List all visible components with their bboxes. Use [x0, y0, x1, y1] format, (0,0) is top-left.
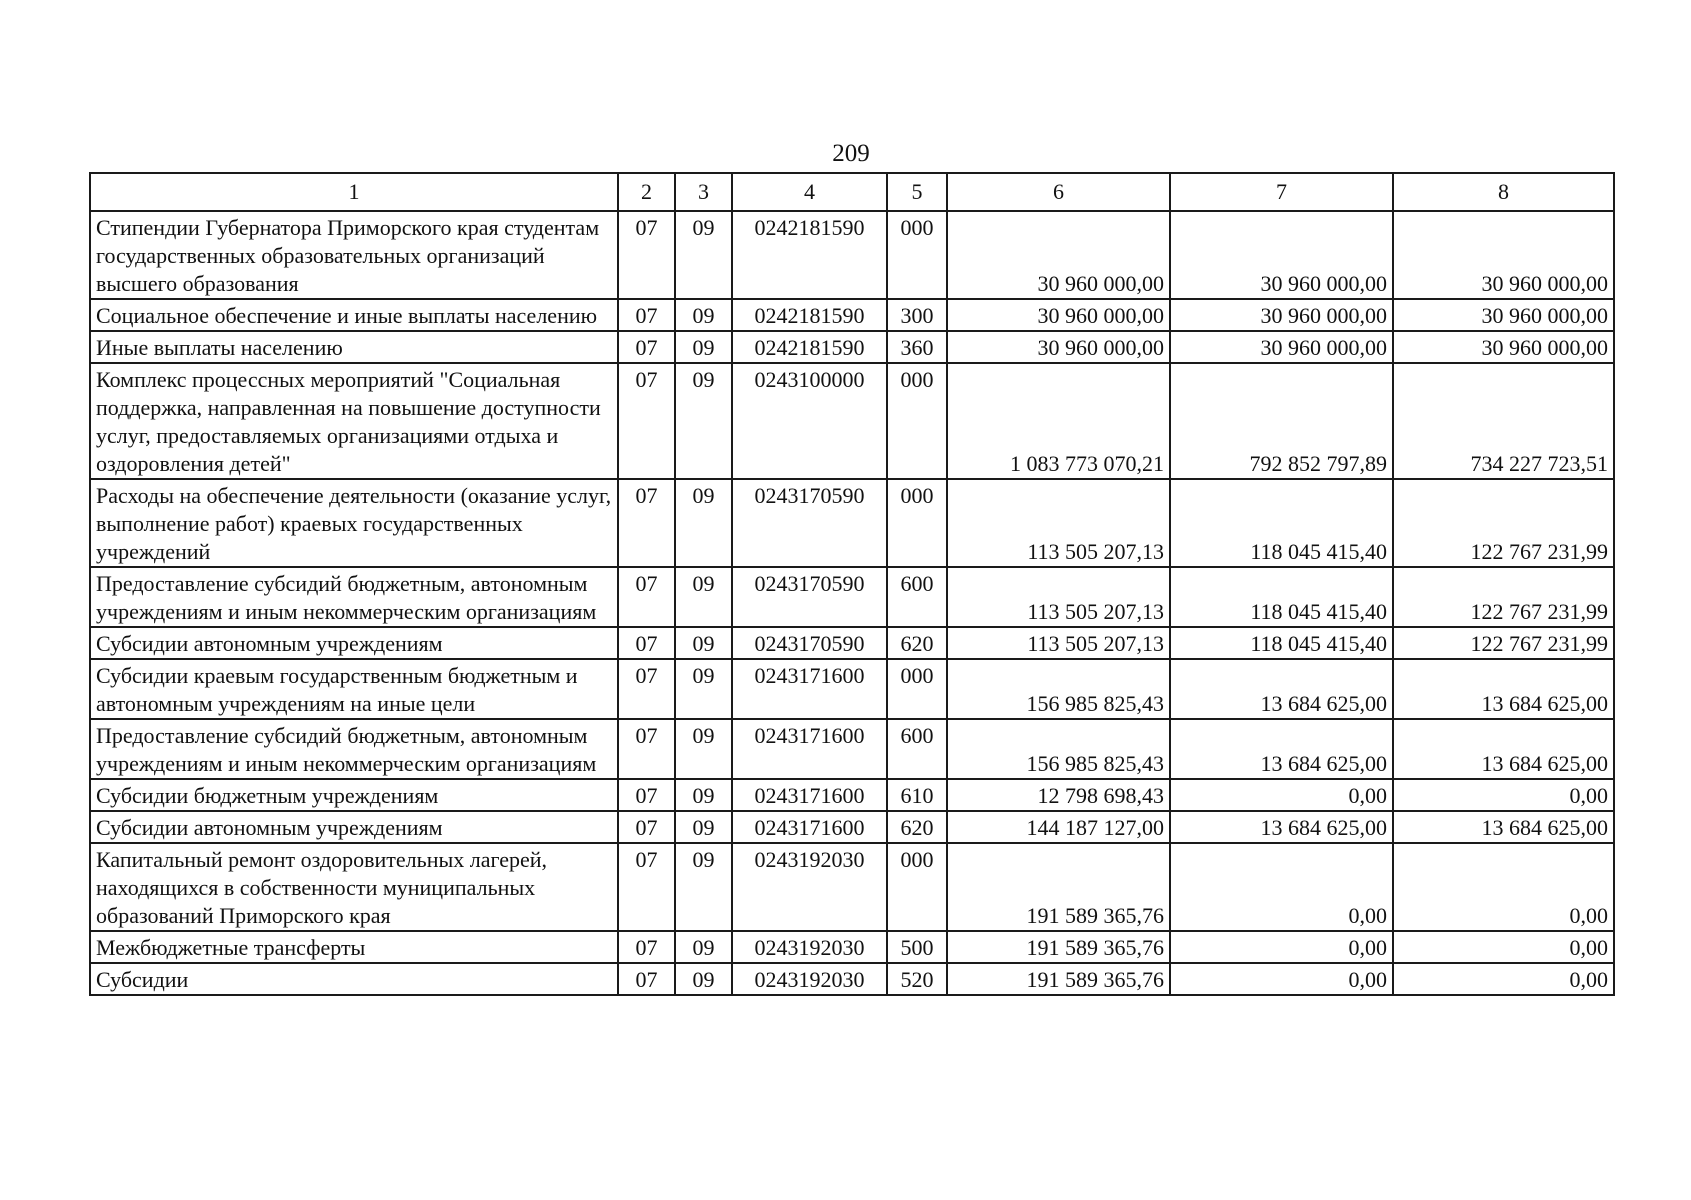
header-cell: 5: [887, 173, 947, 211]
subsection-code: 09: [675, 299, 732, 331]
target-article-code: 0242181590: [732, 211, 887, 299]
target-article-code: 0243100000: [732, 363, 887, 479]
subsection-code: 09: [675, 211, 732, 299]
table-row: [90, 479, 1614, 567]
amount-col-6: 12 798 698,43: [947, 779, 1170, 811]
section-code: 07: [618, 719, 675, 779]
section-code: 07: [618, 811, 675, 843]
amount-col-7: 30 960 000,00: [1170, 211, 1393, 299]
amount-col-6: 30 960 000,00: [947, 299, 1170, 331]
expense-type-code: 600: [887, 719, 947, 779]
expense-type-code: 620: [887, 627, 947, 659]
table-row: [90, 843, 1614, 931]
amount-col-7: 30 960 000,00: [1170, 299, 1393, 331]
amount-col-7: 30 960 000,00: [1170, 331, 1393, 363]
amount-col-8: 30 960 000,00: [1393, 331, 1614, 363]
amount-col-8: 122 767 231,99: [1393, 627, 1614, 659]
target-article-code: 0243171600: [732, 659, 887, 719]
target-article-code: 0243192030: [732, 843, 887, 931]
expense-type-code: 360: [887, 331, 947, 363]
expense-name: Межбюджетные трансферты: [90, 931, 618, 963]
amount-col-6: 191 589 365,76: [947, 843, 1170, 931]
expense-type-code: 000: [887, 211, 947, 299]
amount-col-6: 191 589 365,76: [947, 931, 1170, 963]
header-cell: 8: [1393, 173, 1614, 211]
amount-col-6: 30 960 000,00: [947, 331, 1170, 363]
table-row: [90, 567, 1614, 627]
amount-col-6: 156 985 825,43: [947, 659, 1170, 719]
section-code: 07: [618, 363, 675, 479]
amount-col-7: 0,00: [1170, 963, 1393, 995]
table-row: [90, 627, 1614, 659]
header-cell: 2: [618, 173, 675, 211]
amount-col-8: 0,00: [1393, 843, 1614, 931]
expense-name: Капитальный ремонт оздоровительных лагерей, находящихся в собственности муниципальных образований Приморского края: [90, 843, 618, 931]
table-row: [90, 363, 1614, 479]
amount-col-8: 0,00: [1393, 963, 1614, 995]
subsection-code: 09: [675, 779, 732, 811]
page-number: 209: [832, 140, 870, 167]
target-article-code: 0242181590: [732, 331, 887, 363]
section-code: 07: [618, 931, 675, 963]
target-article-code: 0243170590: [732, 627, 887, 659]
table-row: [90, 719, 1614, 779]
amount-col-8: 13 684 625,00: [1393, 659, 1614, 719]
expense-type-code: 000: [887, 843, 947, 931]
section-code: 07: [618, 779, 675, 811]
expense-type-code: 000: [887, 479, 947, 567]
expense-name: Субсидии краевым государственным бюджетным и автономным учреждениям на иные цели: [90, 659, 618, 719]
section-code: 07: [618, 627, 675, 659]
subsection-code: 09: [675, 843, 732, 931]
subsection-code: 09: [675, 479, 732, 567]
header-cell: 1: [90, 173, 618, 211]
header-cell: 7: [1170, 173, 1393, 211]
expense-name: Стипендии Губернатора Приморского края студентам государственных образовательных организаций высшего образования: [90, 211, 618, 299]
expense-type-code: 500: [887, 931, 947, 963]
amount-col-6: 1 083 773 070,21: [947, 363, 1170, 479]
expense-name: Иные выплаты населению: [90, 331, 618, 363]
expense-name: Комплекс процессных мероприятий "Социальная поддержка, направленная на повышение доступности услуг, предоставляемых организациями отдыха и оздоровления детей": [90, 363, 618, 479]
target-article-code: 0243170590: [732, 567, 887, 627]
expense-type-code: 620: [887, 811, 947, 843]
expense-name: Субсидии автономным учреждениям: [90, 627, 618, 659]
section-code: 07: [618, 567, 675, 627]
target-article-code: 0243171600: [732, 811, 887, 843]
amount-col-6: 191 589 365,76: [947, 963, 1170, 995]
amount-col-7: 0,00: [1170, 843, 1393, 931]
table-row: [90, 211, 1614, 299]
target-article-code: 0243171600: [732, 719, 887, 779]
expense-name: Субсидии: [90, 963, 618, 995]
amount-col-8: 30 960 000,00: [1393, 299, 1614, 331]
target-article-code: 0243171600: [732, 779, 887, 811]
header-cell: 4: [732, 173, 887, 211]
amount-col-8: 0,00: [1393, 779, 1614, 811]
subsection-code: 09: [675, 567, 732, 627]
expense-name: Социальное обеспечение и иные выплаты населению: [90, 299, 618, 331]
target-article-code: 0242181590: [732, 299, 887, 331]
header-cell: 6: [947, 173, 1170, 211]
amount-col-8: 0,00: [1393, 931, 1614, 963]
amount-col-7: 0,00: [1170, 931, 1393, 963]
amount-col-6: 113 505 207,13: [947, 627, 1170, 659]
amount-col-7: 118 045 415,40: [1170, 567, 1393, 627]
expense-name: Предоставление субсидий бюджетным, автономным учреждениям и иным некоммерческим организациям: [90, 719, 618, 779]
amount-col-7: 118 045 415,40: [1170, 479, 1393, 567]
table-row: [90, 963, 1614, 995]
header-cell: 3: [675, 173, 732, 211]
amount-col-7: 13 684 625,00: [1170, 811, 1393, 843]
subsection-code: 09: [675, 811, 732, 843]
amount-col-8: 30 960 000,00: [1393, 211, 1614, 299]
expense-type-code: 600: [887, 567, 947, 627]
target-article-code: 0243192030: [732, 931, 887, 963]
amount-col-6: 30 960 000,00: [947, 211, 1170, 299]
table-row: [90, 331, 1614, 363]
section-code: 07: [618, 659, 675, 719]
amount-col-8: 122 767 231,99: [1393, 479, 1614, 567]
subsection-code: 09: [675, 963, 732, 995]
amount-col-6: 113 505 207,13: [947, 567, 1170, 627]
section-code: 07: [618, 963, 675, 995]
subsection-code: 09: [675, 659, 732, 719]
section-code: 07: [618, 479, 675, 567]
section-code: 07: [618, 299, 675, 331]
expense-name: Субсидии бюджетным учреждениям: [90, 779, 618, 811]
table-row: [90, 299, 1614, 331]
amount-col-8: 13 684 625,00: [1393, 811, 1614, 843]
target-article-code: 0243192030: [732, 963, 887, 995]
section-code: 07: [618, 843, 675, 931]
table-row: [90, 659, 1614, 719]
expense-type-code: 610: [887, 779, 947, 811]
table-row: [90, 811, 1614, 843]
expense-type-code: 520: [887, 963, 947, 995]
section-code: 07: [618, 211, 675, 299]
expense-name: Предоставление субсидий бюджетным, автономным учреждениям и иным некоммерческим организациям: [90, 567, 618, 627]
subsection-code: 09: [675, 363, 732, 479]
amount-col-6: 156 985 825,43: [947, 719, 1170, 779]
amount-col-8: 734 227 723,51: [1393, 363, 1614, 479]
subsection-code: 09: [675, 719, 732, 779]
amount-col-8: 13 684 625,00: [1393, 719, 1614, 779]
amount-col-7: 0,00: [1170, 779, 1393, 811]
expense-name: Расходы на обеспечение деятельности (оказание услуг, выполнение работ) краевых государственных учреждений: [90, 479, 618, 567]
expense-type-code: 000: [887, 363, 947, 479]
subsection-code: 09: [675, 331, 732, 363]
table-row: [90, 779, 1614, 811]
subsection-code: 09: [675, 931, 732, 963]
amount-col-7: 792 852 797,89: [1170, 363, 1393, 479]
budget-table: [89, 172, 1615, 996]
amount-col-7: 13 684 625,00: [1170, 659, 1393, 719]
section-code: 07: [618, 331, 675, 363]
amount-col-6: 144 187 127,00: [947, 811, 1170, 843]
expense-name: Субсидии автономным учреждениям: [90, 811, 618, 843]
amount-col-7: 118 045 415,40: [1170, 627, 1393, 659]
header-row: [90, 173, 1614, 211]
expense-type-code: 000: [887, 659, 947, 719]
target-article-code: 0243170590: [732, 479, 887, 567]
subsection-code: 09: [675, 627, 732, 659]
amount-col-7: 13 684 625,00: [1170, 719, 1393, 779]
expense-type-code: 300: [887, 299, 947, 331]
amount-col-6: 113 505 207,13: [947, 479, 1170, 567]
table-row: [90, 931, 1614, 963]
amount-col-8: 122 767 231,99: [1393, 567, 1614, 627]
